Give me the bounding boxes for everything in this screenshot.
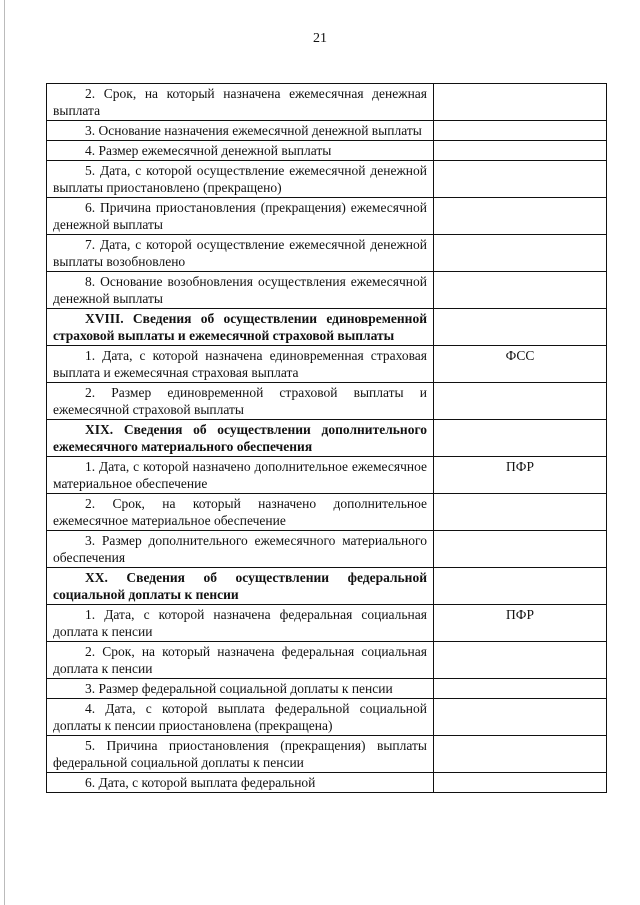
- item-cell: [47, 198, 434, 235]
- item-text: 3. Размер федеральной социальной доплаты к пенсии: [85, 681, 393, 696]
- agency-cell: ПФР: [434, 605, 607, 642]
- item-cell: [47, 642, 434, 679]
- item-text: 5. Причина приостановления (прекращения) выплаты федеральной социальной доплаты к пенсии: [53, 738, 427, 770]
- agency-cell: [434, 531, 607, 568]
- agency-cell: [434, 161, 607, 198]
- section-header-row: [47, 420, 607, 457]
- item-cell: [47, 141, 434, 161]
- table-row: [47, 605, 607, 642]
- item-cell: [47, 420, 434, 457]
- agency-cell: ФСС: [434, 346, 607, 383]
- agency-cell: [434, 272, 607, 309]
- table-row: [47, 736, 607, 773]
- table-body: [47, 84, 607, 793]
- item-cell: [47, 736, 434, 773]
- table-row: [47, 773, 607, 793]
- item-text: 4. Дата, с которой выплата федеральной социальной доплаты к пенсии приостановлена (прекращена): [53, 701, 427, 733]
- table-row: [47, 383, 607, 420]
- table-row: [47, 272, 607, 309]
- item-cell: [47, 272, 434, 309]
- agency-cell: [434, 736, 607, 773]
- agency-cell: [434, 420, 607, 457]
- item-cell: [47, 121, 434, 141]
- table-row: [47, 642, 607, 679]
- agency-cell: [434, 141, 607, 161]
- agency-cell: [434, 198, 607, 235]
- scan-margin-line: [4, 0, 5, 905]
- agency-cell: [434, 699, 607, 736]
- item-text: 6. Дата, с которой выплата федеральной: [85, 775, 316, 790]
- section-title: XVIII. Сведения об осуществлении единовременной страховой выплаты и ежемесячной страховой выплаты: [53, 311, 427, 343]
- section-title: XIX. Сведения об осуществлении дополнительного ежемесячного материального обеспечения: [53, 422, 427, 454]
- item-cell: [47, 494, 434, 531]
- table-row: [47, 198, 607, 235]
- item-text: 4. Размер ежемесячной денежной выплаты: [85, 143, 332, 158]
- item-text: 5. Дата, с которой осуществление ежемесячной денежной выплаты приостановлено (прекращено): [53, 163, 427, 195]
- item-text: 2. Срок, на который назначена федеральная социальная доплата к пенсии: [53, 644, 427, 676]
- item-text: 6. Причина приостановления (прекращения) ежемесячной денежной выплаты: [53, 200, 427, 232]
- agency-cell: [434, 494, 607, 531]
- item-cell: [47, 309, 434, 346]
- table-row: [47, 699, 607, 736]
- agency-cell: [434, 235, 607, 272]
- document-table: [46, 83, 607, 793]
- item-text: 7. Дата, с которой осуществление ежемесячной денежной выплаты возобновлено: [53, 237, 427, 269]
- item-cell: [47, 235, 434, 272]
- page-number: 21: [313, 31, 327, 46]
- item-cell: [47, 679, 434, 699]
- table-row: [47, 457, 607, 494]
- agency-cell: [434, 121, 607, 141]
- table-row: [47, 494, 607, 531]
- table-row: [47, 235, 607, 272]
- table-row: [47, 141, 607, 161]
- item-text: 2. Размер единовременной страховой выплаты и ежемесячной страховой выплаты: [53, 385, 427, 417]
- item-cell: [47, 457, 434, 494]
- item-cell: [47, 346, 434, 383]
- item-cell: [47, 605, 434, 642]
- item-text: 3. Основание назначения ежемесячной денежной выплаты: [85, 123, 422, 138]
- item-text: 2. Срок, на который назначена ежемесячная денежная выплата: [53, 86, 427, 118]
- item-text: 3. Размер дополнительного ежемесячного материального обеспечения: [53, 533, 427, 565]
- agency-cell: [434, 773, 607, 793]
- item-cell: [47, 383, 434, 420]
- agency-cell: [434, 84, 607, 121]
- item-cell: [47, 84, 434, 121]
- item-cell: [47, 568, 434, 605]
- item-cell: [47, 531, 434, 568]
- table-row: [47, 679, 607, 699]
- item-text: 8. Основание возобновления осуществления ежемесячной денежной выплаты: [53, 274, 427, 306]
- item-text: 1. Дата, с которой назначено дополнительное ежемесячное материальное обеспечение: [53, 459, 427, 491]
- item-cell: [47, 161, 434, 198]
- table-row: [47, 161, 607, 198]
- table-row: [47, 531, 607, 568]
- item-text: 1. Дата, с которой назначена федеральная социальная доплата к пенсии: [53, 607, 427, 639]
- table-row: [47, 346, 607, 383]
- section-title: XX. Сведения об осуществлении федеральной социальной доплаты к пенсии: [53, 570, 427, 602]
- agency-cell: [434, 642, 607, 679]
- agency-cell: [434, 309, 607, 346]
- section-header-row: [47, 309, 607, 346]
- item-text: 2. Срок, на который назначено дополнительное ежемесячное материальное обеспечение: [53, 496, 427, 528]
- table-row: [47, 121, 607, 141]
- agency-cell: [434, 383, 607, 420]
- item-cell: [47, 773, 434, 793]
- item-text: 1. Дата, с которой назначена единовременная страховая выплата и ежемесячная страховая выплата: [53, 348, 427, 380]
- table-row: [47, 84, 607, 121]
- section-header-row: [47, 568, 607, 605]
- agency-cell: [434, 568, 607, 605]
- item-cell: [47, 699, 434, 736]
- agency-cell: [434, 679, 607, 699]
- agency-cell: ПФР: [434, 457, 607, 494]
